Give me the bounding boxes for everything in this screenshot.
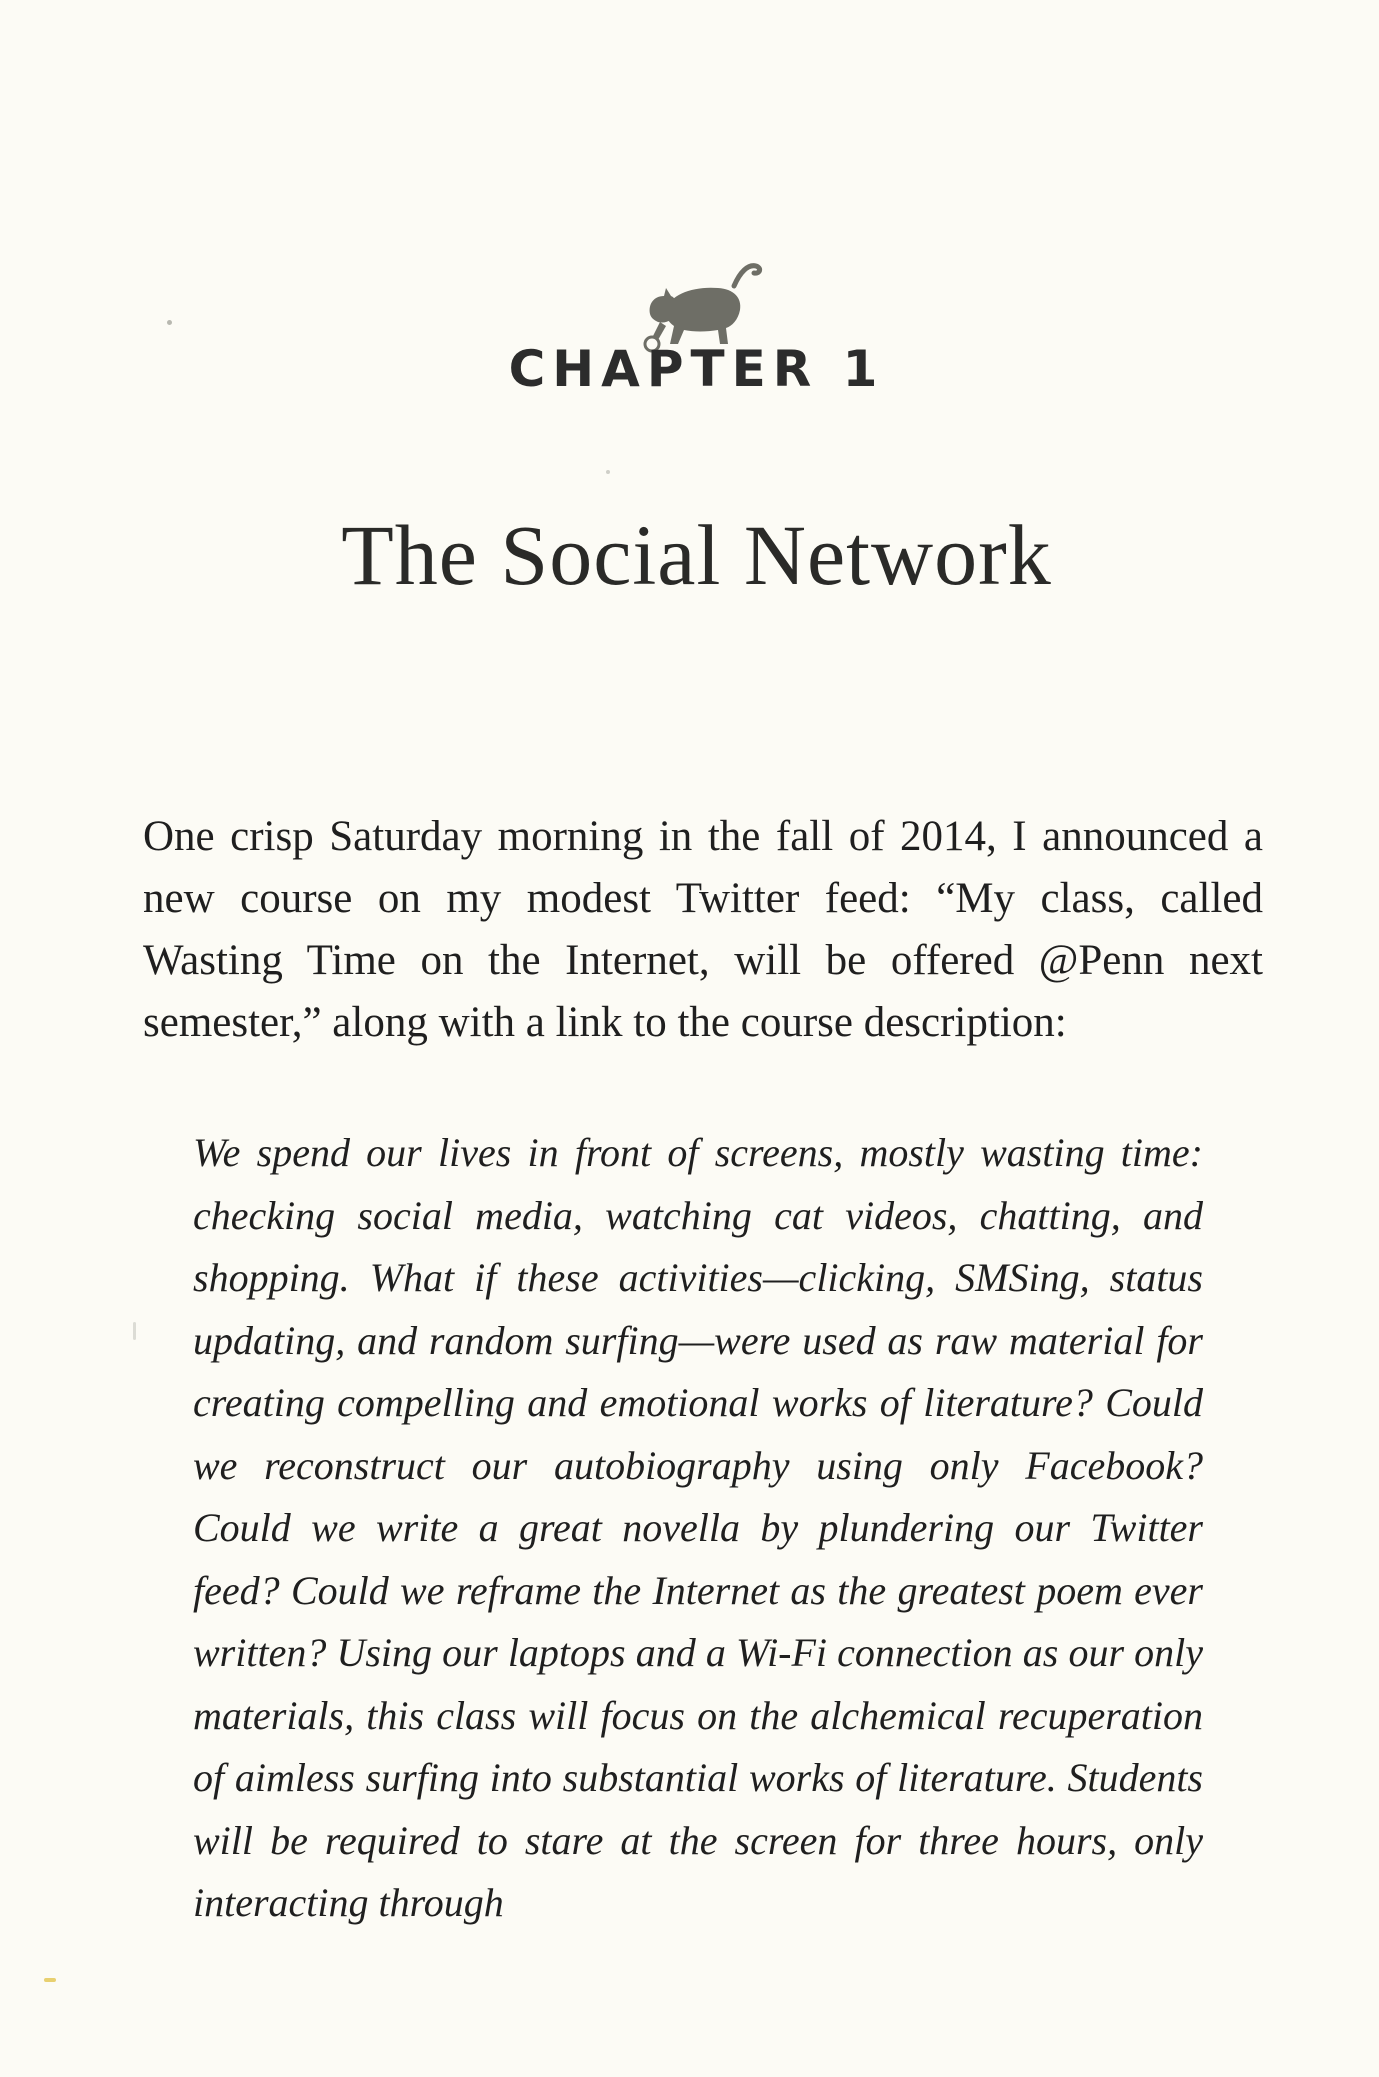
- paper-speck: [133, 1322, 136, 1340]
- chapter-title: The Social Network: [341, 507, 1052, 603]
- paper-speck: [44, 1978, 56, 1982]
- paper-speck: [606, 470, 610, 474]
- paper-speck: [167, 320, 172, 325]
- course-description-quote: We spend our lives in front of screens, mostly wasting time: checking social media, watching cat videos, chatting, and shopping. What if these activities—clicking, SMSing, status updating, and random surfing—were used as raw material for creating compelling and emotional works of literature? Could we reconstruct our autobiography using only Facebook? Could we write a great novella by plundering our Twitter feed? Could we reframe the Internet as the greatest poem ever written? Using our laptops and a Wi-Fi connection as our only materials, this class will focus on the alchemical recuperation of aimless surfing into substantial works of literature. Students will be required to stare at the screen for three hours, only interacting through: [193, 1130, 1203, 1925]
- chapter-label: CHAPTER 1: [508, 340, 885, 398]
- body-paragraph: One crisp Saturday morning in the fall of 2014, I announced a new course on my modest Twitter feed: “My class, called Wasting Time on the Internet, will be offered @Penn next semester,” along with a link to the course description:: [143, 813, 1263, 1046]
